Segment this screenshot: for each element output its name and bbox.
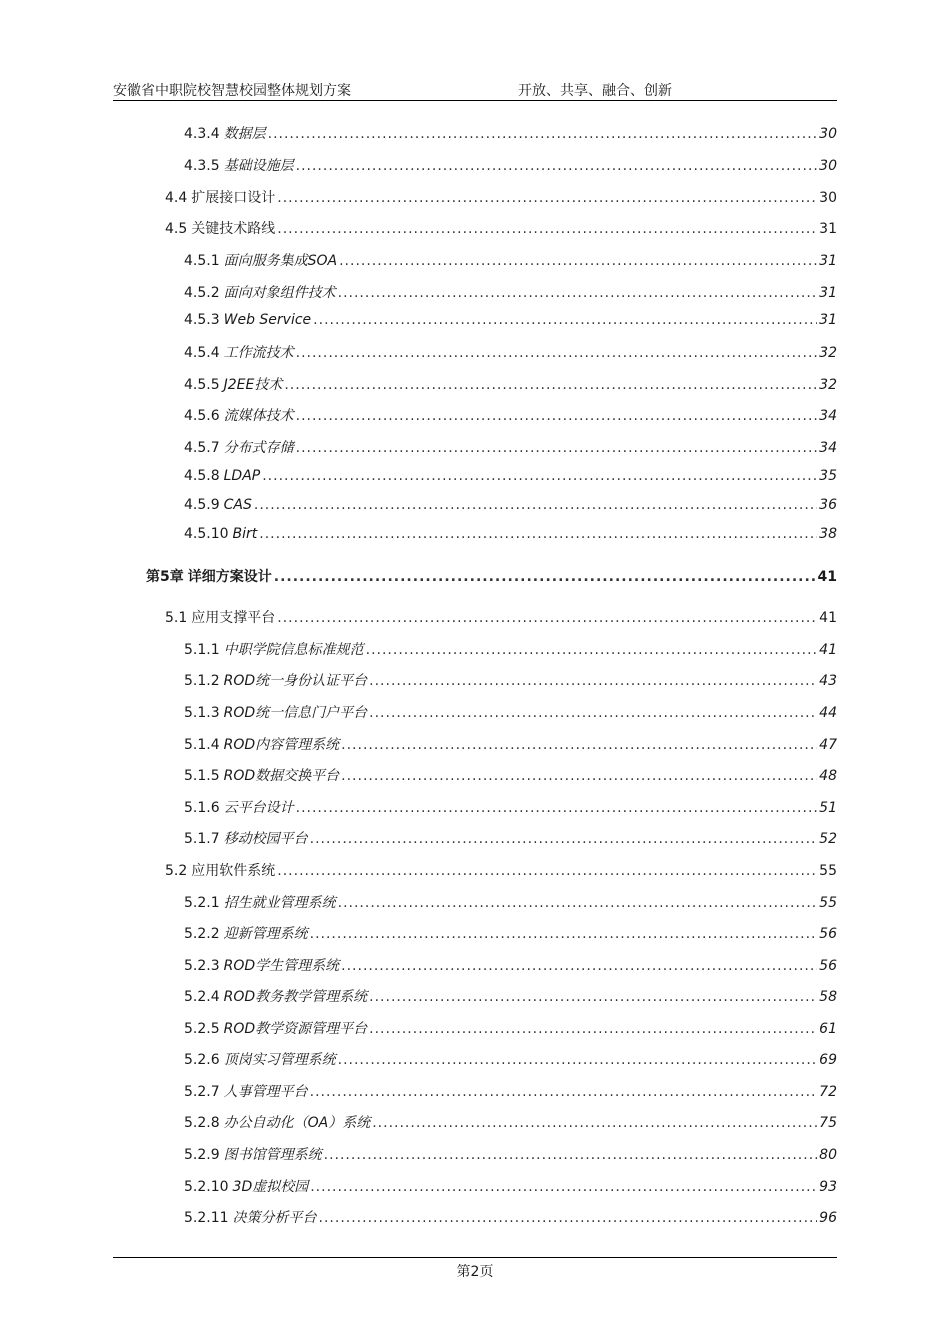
toc-entry-title: ROD学生管理系统 (223, 958, 340, 974)
toc-leader-dots (369, 673, 817, 689)
toc-entry-number: 5.1.6 (184, 800, 220, 816)
toc-entry-page: 31 (819, 221, 837, 237)
toc-entry-title: ROD数据交换平台 (223, 768, 340, 784)
toc-entry[interactable] (184, 437, 837, 457)
toc-entry-page: 58 (819, 989, 837, 1005)
toc-leader-dots (277, 863, 817, 879)
toc-entry-number: 5.2.10 (184, 1179, 229, 1195)
toc-entry-page: 41 (819, 642, 837, 658)
toc-entry-page: 44 (819, 705, 837, 721)
toc-entry[interactable] (184, 670, 837, 690)
toc-leader-dots (313, 312, 817, 328)
toc-entry[interactable] (184, 923, 837, 943)
toc-leader-dots (338, 1052, 818, 1068)
toc-entry[interactable] (165, 187, 837, 207)
toc-entry[interactable] (184, 250, 837, 270)
toc-entry-number: 4.5 (165, 221, 188, 237)
toc-entry-title: CAS (223, 497, 252, 513)
toc-leader-dots (310, 1179, 817, 1195)
toc-entry[interactable] (184, 986, 837, 1006)
toc-entry-title: 图书馆管理系统 (223, 1147, 322, 1163)
toc-entry-number: 5.1.7 (184, 831, 220, 847)
toc-entry-page: 41 (819, 610, 837, 626)
toc-entry-number: 4.5.5 (184, 377, 220, 393)
toc-entry-title: 应用软件系统 (191, 863, 276, 879)
toc-entry-page: 36 (819, 497, 837, 513)
toc-entry-page: 52 (819, 831, 837, 847)
toc-entry-title: J2EE技术 (223, 377, 283, 393)
toc-leader-dots (277, 190, 817, 206)
toc-entry[interactable] (184, 123, 837, 143)
toc-entry-page: 30 (819, 126, 837, 142)
toc-entry-number: 5.1.5 (184, 768, 220, 784)
toc-entry[interactable] (184, 526, 837, 546)
toc-entry-title: ROD教学资源管理平台 (223, 1021, 368, 1037)
toc-entry-title: ROD教务教学管理系统 (223, 989, 368, 1005)
toc-entry[interactable] (184, 1081, 837, 1101)
toc-entry-page: 31 (819, 285, 837, 301)
toc-leader-dots (277, 221, 817, 237)
page-header (113, 80, 837, 101)
toc-entry[interactable] (184, 702, 837, 722)
toc-entry-page: 35 (819, 468, 837, 484)
toc-entry-number: 4.4 (165, 190, 188, 206)
toc-entry-title: 数据层 (223, 126, 266, 142)
toc-leader-dots (310, 926, 818, 942)
toc-entry-page: 55 (819, 895, 837, 911)
toc-leader-dots (262, 468, 817, 484)
toc-entry-title: 人事管理平台 (223, 1084, 308, 1100)
toc-entry-number: 4.5.1 (184, 253, 220, 269)
toc-entry-page: 48 (819, 768, 837, 784)
toc-entry[interactable] (184, 828, 837, 848)
toc-entry[interactable] (165, 218, 837, 238)
toc-leader-dots (339, 253, 817, 269)
toc-entry-page: 51 (819, 800, 837, 816)
toc-entry-page: 41 (817, 569, 837, 585)
toc-entry-page: 75 (819, 1115, 837, 1131)
toc-leader-dots (338, 895, 818, 911)
toc-entry-title: 决策分析平台 (232, 1210, 317, 1226)
toc-entry-number: 5.2.4 (184, 989, 220, 1005)
toc-entry-title: ROD统一身份认证平台 (223, 673, 368, 689)
toc-entry-number: 5.2.6 (184, 1052, 220, 1068)
toc-entry[interactable] (184, 1207, 837, 1227)
toc-entry-number: 4.5.10 (184, 526, 229, 542)
toc-entry[interactable] (184, 282, 837, 302)
toc-entry-number: 4.5.4 (184, 345, 220, 361)
toc-leader-dots (259, 526, 817, 542)
page-footer (113, 1257, 837, 1280)
toc-entry[interactable] (165, 607, 837, 627)
toc-entry[interactable] (184, 1144, 837, 1164)
toc-leader-dots (296, 440, 818, 456)
toc-entry-title: 工作流技术 (223, 345, 294, 361)
toc-entry[interactable] (184, 797, 837, 817)
toc-leader-dots (341, 768, 817, 784)
toc-entry-title: 移动校园平台 (223, 831, 308, 847)
toc-entry[interactable] (184, 468, 837, 488)
toc-entry[interactable] (184, 765, 837, 785)
toc-entry-title: Birt (232, 526, 258, 542)
toc-entry-title: ROD统一信息门户平台 (223, 705, 368, 721)
toc-entry-number: 4.3.4 (184, 126, 220, 142)
toc-leader-dots (296, 158, 818, 174)
toc-entry-number: 5.2 (165, 863, 188, 879)
toc-entry-page: 30 (819, 158, 837, 174)
toc-entry-title: 云平台设计 (223, 800, 294, 816)
toc-entry-title: 流媒体技术 (223, 408, 294, 424)
toc-entry-number: 第5章 (146, 569, 184, 585)
toc-entry-title: 扩展接口设计 (191, 190, 276, 206)
toc-entry-page: 56 (819, 958, 837, 974)
toc-entry-page: 80 (819, 1147, 837, 1163)
toc-entry[interactable] (184, 374, 837, 394)
toc-entry-page: 69 (819, 1052, 837, 1068)
toc-entry[interactable] (165, 860, 837, 880)
toc-leader-dots (341, 958, 817, 974)
toc-entry-number: 5.1.4 (184, 737, 220, 753)
toc-entry-title: 面向服务集成SOA (223, 253, 338, 269)
document-slogan: 开放、共享、融合、创新 (518, 83, 672, 99)
toc-entry-page: 31 (819, 312, 837, 328)
toc-leader-dots (284, 377, 817, 393)
toc-entry-title: 办公自动化（OA）系统 (223, 1115, 371, 1131)
toc-entry-number: 4.3.5 (184, 158, 220, 174)
toc-entry-page: 43 (819, 673, 837, 689)
toc-entry-title: 应用支撑平台 (191, 610, 276, 626)
toc-entry-number: 5.2.5 (184, 1021, 220, 1037)
toc-entry-page: 72 (819, 1084, 837, 1100)
toc-leader-dots (369, 1021, 817, 1037)
toc-leader-dots (277, 610, 817, 626)
toc-entry-page: 55 (819, 863, 837, 879)
toc-leader-dots (341, 737, 817, 753)
toc-leader-dots (268, 126, 818, 142)
toc-leader-dots (310, 831, 818, 847)
toc-entry-number: 4.5.8 (184, 468, 220, 484)
toc-entry-page: 32 (819, 345, 837, 361)
toc-entry-number: 4.5.2 (184, 285, 220, 301)
toc-entry[interactable] (184, 1112, 837, 1132)
toc-leader-dots (369, 989, 817, 1005)
toc-entry[interactable] (184, 1018, 837, 1038)
toc-entry-number: 5.2.2 (184, 926, 220, 942)
toc-leader-dots (296, 408, 818, 424)
toc-entry-page: 38 (819, 526, 837, 542)
toc-entry-title: ROD内容管理系统 (223, 737, 340, 753)
toc-entry[interactable] (184, 1176, 837, 1196)
toc-entry-title: 分布式存储 (223, 440, 294, 456)
toc-entry-number: 5.1.3 (184, 705, 220, 721)
toc-entry-page: 31 (819, 253, 837, 269)
toc-leader-dots (369, 705, 817, 721)
toc-entry-number: 5.2.7 (184, 1084, 220, 1100)
toc-leader-dots (319, 1210, 818, 1226)
toc-entry-number: 5.2.3 (184, 958, 220, 974)
toc-entry[interactable] (184, 734, 837, 754)
page-number: 第2页 (456, 1264, 494, 1280)
toc-entry-page: 56 (819, 926, 837, 942)
toc-entry-number: 4.5.3 (184, 312, 220, 328)
toc-leader-dots (372, 1115, 817, 1131)
toc-entry-number: 5.2.1 (184, 895, 220, 911)
toc-entry-title: 面向对象组件技术 (223, 285, 336, 301)
toc-entry[interactable] (184, 155, 837, 175)
toc-leader-dots (338, 285, 818, 301)
toc-leader-dots (366, 642, 818, 658)
toc-leader-dots (296, 345, 818, 361)
toc-entry[interactable] (146, 566, 837, 586)
toc-entry-page: 30 (819, 190, 837, 206)
toc-leader-dots (310, 1084, 818, 1100)
toc-leader-dots (296, 800, 818, 816)
toc-entry-number: 5.2.8 (184, 1115, 220, 1131)
toc-entry-page: 34 (819, 408, 837, 424)
toc-entry-title: 顶岗实习管理系统 (223, 1052, 336, 1068)
document-title: 安徽省中职院校智慧校园整体规划方案 (113, 83, 351, 99)
toc-entry[interactable] (184, 1049, 837, 1069)
toc-entry-page: 34 (819, 440, 837, 456)
toc-entry[interactable] (184, 405, 837, 425)
toc-entry[interactable] (184, 639, 837, 659)
toc-entry-title: 详细方案设计 (187, 569, 272, 585)
toc-entry-number: 5.2.11 (184, 1210, 229, 1226)
toc-entry-title: 3D虚拟校园 (232, 1179, 309, 1195)
toc-entry-page: 61 (819, 1021, 837, 1037)
toc-leader-dots (324, 1147, 818, 1163)
toc-entry-page: 47 (819, 737, 837, 753)
toc-entry-title: 关键技术路线 (191, 221, 276, 237)
toc-entry-number: 5.2.9 (184, 1147, 220, 1163)
toc-leader-dots (274, 569, 816, 585)
toc-entry[interactable] (184, 955, 837, 975)
toc-entry-number: 4.5.9 (184, 497, 220, 513)
toc-entry-number: 5.1.1 (184, 642, 220, 658)
toc-entry[interactable] (184, 342, 837, 362)
toc-entry-title: 迎新管理系统 (223, 926, 308, 942)
toc-entry-number: 5.1 (165, 610, 188, 626)
toc-entry-page: 32 (819, 377, 837, 393)
toc-entry[interactable] (184, 497, 837, 517)
toc-entry-title: LDAP (223, 468, 261, 484)
toc-entry-page: 93 (819, 1179, 837, 1195)
toc-entry-title: Web Service (223, 312, 312, 328)
toc-entry-title: 招生就业管理系统 (223, 895, 336, 911)
toc-entry-number: 4.5.7 (184, 440, 220, 456)
toc-entry[interactable] (184, 312, 837, 332)
toc-leader-dots (254, 497, 817, 513)
toc-entry-number: 5.1.2 (184, 673, 220, 689)
toc-entry-number: 4.5.6 (184, 408, 220, 424)
toc-entry[interactable] (184, 892, 837, 912)
toc-entry-title: 基础设施层 (223, 158, 294, 174)
toc-entry-page: 96 (819, 1210, 837, 1226)
toc-entry-title: 中职学院信息标准规范 (223, 642, 364, 658)
